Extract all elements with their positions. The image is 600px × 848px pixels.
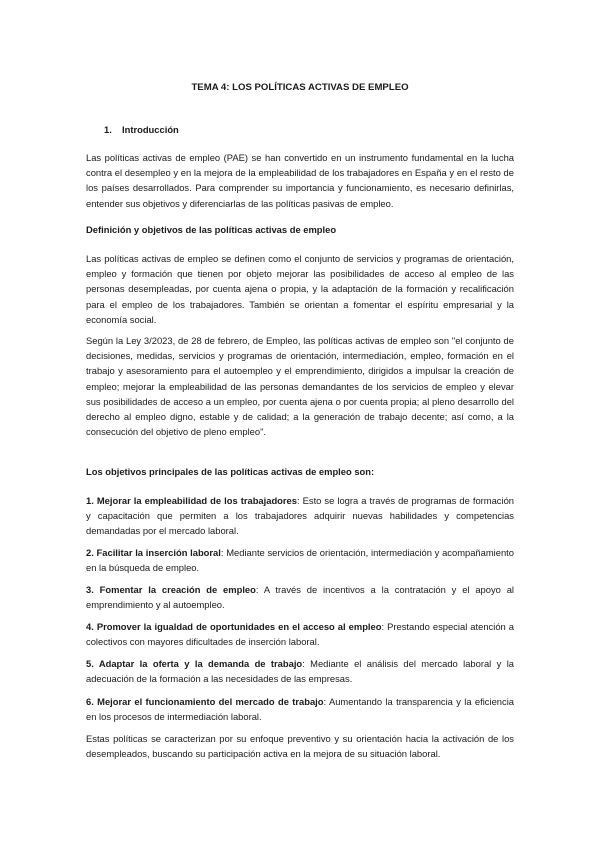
objectives-heading: Los objetivos principales de las políticas activas de empleo son: (86, 466, 375, 477)
section-number: 1. (104, 124, 112, 135)
objective-label: 2. Facilitar la inserción laboral (86, 547, 221, 558)
intro-paragraph: Las políticas activas de empleo (PAE) se han convertido en un instrumento fundamental en la lucha contra el desempleo y en la mejora de la empleabilidad de los trabajadores en España y en el resto de los países desarrollados. Para comprender su importancia y funcionamiento, es necesario definirlas, entender sus objetivos y diferenciarlas de las políticas pasivas de empleo. (86, 152, 514, 209)
objective-label: 5. Adaptar la oferta y la demanda de trabajo (86, 658, 303, 669)
section-heading-introduccion (86, 122, 514, 137)
objective-item (86, 619, 514, 649)
document-title: TEMA 4: LOS POLÍTICAS ACTIVAS DE EMPLEO (191, 82, 409, 93)
objective-text: : Aumentando la transparencia y la eficiencia en los procesos de intermediación laboral. (86, 696, 514, 723)
objective-item (86, 545, 514, 575)
objective-label: 6. Mejorar el funcionamiento del mercado de trabajo (86, 696, 324, 707)
objective-text: : Prestando especial atención a colectivos con mayores dificultades de inserción laboral. (86, 621, 514, 648)
closing-paragraph: Estas políticas se caracterizan por su enfoque preventivo y su orientación hacia la activación de los desempleados, buscando su participación activa en la mejora de su situación laboral. (86, 733, 514, 760)
definition-heading: Definición y objetivos de las políticas activas de empleo (86, 224, 337, 235)
definition-paragraph: Las políticas activas de empleo se definen como el conjunto de servicios y programas de orientación, empleo y formación que tienen por objeto mejorar las posibilidades de acceso al empleo de las personas desempleadas, por cuenta ajena o propia, y la adaptación de la formación y recalificación para el empleo de los trabajadores. También se orientan a fomentar el espíritu empresarial y la economía social. (86, 253, 514, 325)
objective-label: 3. Fomentar la creación de empleo (86, 584, 256, 595)
objective-text: : Mediante servicios de orientación, intermediación y acompañamiento en la búsqueda de empleo. (86, 547, 514, 574)
objective-item (86, 694, 514, 724)
objective-text: : Esto se logra a través de programas de formación y capacitación que permiten a los trabajadores adquirir nuevas habilidades y competencias demandadas por el mercado laboral. (86, 495, 514, 537)
objective-text: : A través de incentivos a la contratación y el apoyo al emprendimiento y al autoempleo. (86, 584, 515, 611)
objective-label: 4. Promover la igualdad de oportunidades en el acceso al empleo (86, 621, 382, 632)
objective-label: 1. Mejorar la empleabilidad de los trabajadores (86, 495, 297, 506)
section-title: Introducción (122, 124, 179, 135)
objective-item (86, 656, 514, 686)
objective-item (86, 582, 514, 612)
objective-text: : Mediante el análisis del mercado laboral y la adecuación de la formación a las necesidades de las empresas. (86, 658, 515, 685)
law-paragraph: Según la Ley 3/2023, de 28 de febrero, de Empleo, las políticas activas de empleo son "el conjunto de decisiones, medidas, servicios y programas de orientación, intermediación, empleo, formación en el trabajo y asesoramiento para el autoempleo y el emprendimiento, dirigidos a impulsar la creación de empleo; mejorar la empleabilidad de las personas demandantes de los servicios de empleo y elevar sus posibilidades de acceso a un empleo, por cuenta ajena o por cuenta propia; al pleno desarrollo del derecho al empleo digno, estable y de calidad; a la generación de trabajo decente; así como, a la consecución del objetivo de pleno empleo". (86, 335, 514, 438)
objective-item (86, 493, 514, 539)
